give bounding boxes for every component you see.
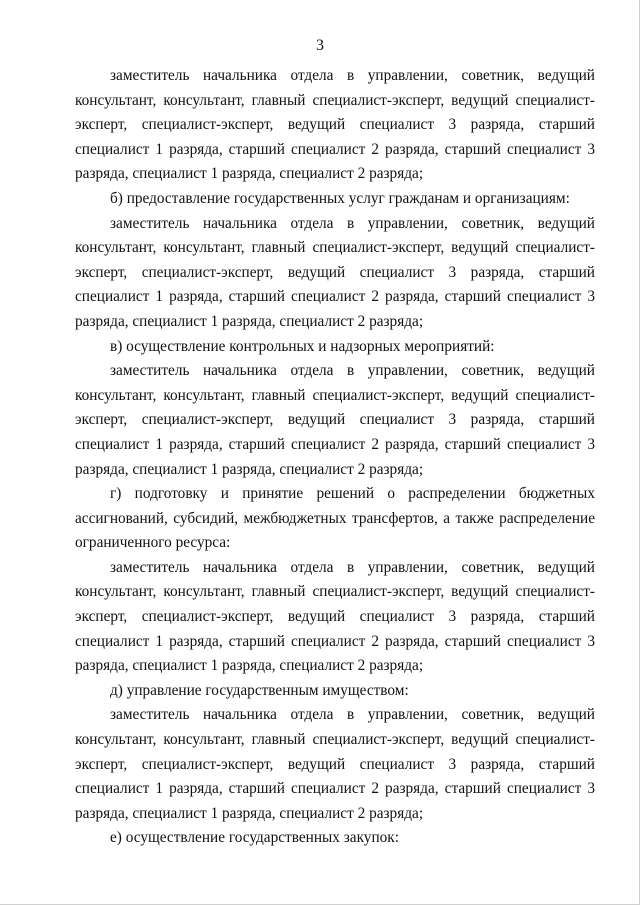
document-body bbox=[75, 64, 595, 851]
paragraph-item-d-heading: д) управление государственным имуществом: bbox=[110, 681, 409, 699]
paragraph-positions-list: заместитель начальника отдела в управлении, советник, ведущий консультант, консультант, главный специалист-эксперт, ведущий специалист-эксперт, специалист-эксперт, ведущий специалист 3 разряда, старший специалист 1 разряда, старший специалист 2 разряда, старший специалист 3 разряда, специалист 1 разряда, специалист 2 разряда; bbox=[75, 67, 595, 183]
paragraph-item-v-heading: в) осуществление контрольных и надзорных мероприятий: bbox=[110, 337, 495, 355]
paragraph-item-b-heading: б) предоставление государственных услуг гражданам и организациям: bbox=[110, 189, 570, 207]
paragraph-positions-list: заместитель начальника отдела в управлении, советник, ведущий консультант, консультант, главный специалист-эксперт, ведущий специалист-эксперт, специалист-эксперт, ведущий специалист 3 разряда, старший специалист 1 разряда, старший специалист 2 разряда, старший специалист 3 разряда, специалист 1 разряда, специалист 2 разряда; bbox=[75, 362, 595, 478]
paragraph-item-g-heading: г) подготовку и принятие решений о распределении бюджетных ассигнований, субсидий, межбюджетных трансфертов, а также распределение ограниченного ресурса: bbox=[75, 485, 595, 552]
paragraph-positions-list: заместитель начальника отдела в управлении, советник, ведущий консультант, консультант, главный специалист-эксперт, ведущий специалист-эксперт, специалист-эксперт, ведущий специалист 3 разряда, старший специалист 1 разряда, старший специалист 2 разряда, старший специалист 3 разряда, специалист 1 разряда, специалист 2 разряда; bbox=[75, 706, 595, 822]
paragraph-item-e-heading: е) осуществление государственных закупок: bbox=[110, 829, 399, 847]
paragraph-positions-list: заместитель начальника отдела в управлении, советник, ведущий консультант, консультант, главный специалист-эксперт, ведущий специалист-эксперт, специалист-эксперт, ведущий специалист 3 разряда, старший специалист 1 разряда, старший специалист 2 разряда, старший специалист 3 разряда, специалист 1 разряда, специалист 2 разряда; bbox=[75, 558, 595, 675]
paragraph-positions-list: заместитель начальника отдела в управлении, советник, ведущий консультант, консультант, главный специалист-эксперт, ведущий специалист-эксперт, специалист-эксперт, ведущий специалист 3 разряда, старший специалист 1 разряда, старший специалист 2 разряда, старший специалист 3 разряда, специалист 1 разряда, специалист 2 разряда; bbox=[75, 214, 595, 330]
page-number: 3 bbox=[316, 37, 324, 54]
